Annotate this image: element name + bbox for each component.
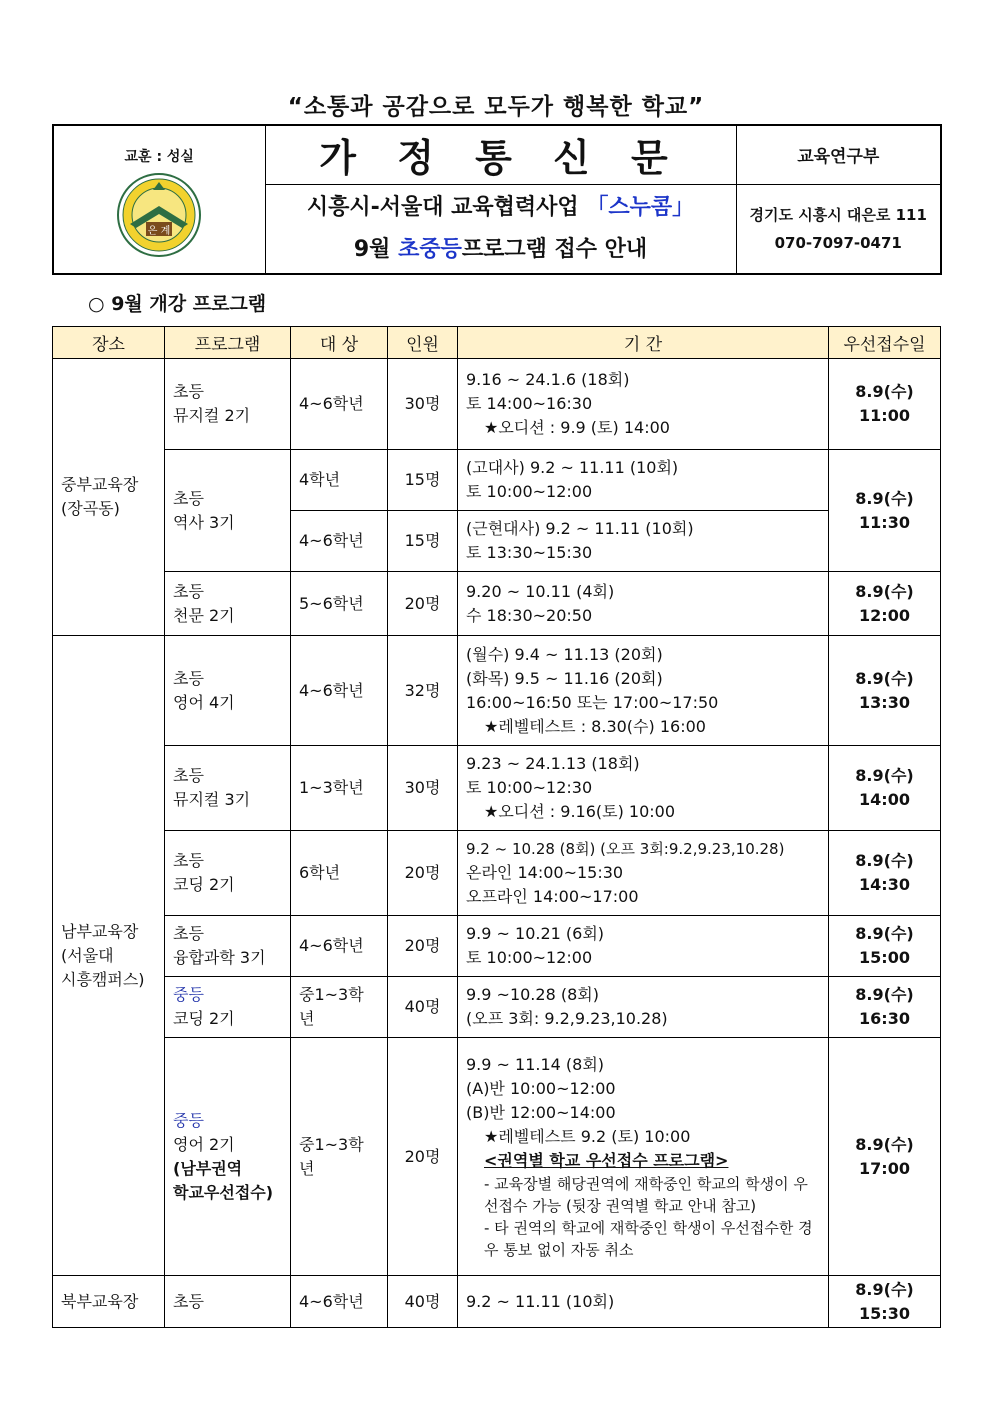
location-cell bbox=[53, 1276, 165, 1328]
column-header: 우선접수일 bbox=[829, 327, 941, 359]
program-note: (남부권역 bbox=[173, 1158, 243, 1178]
period-cell bbox=[458, 511, 829, 572]
priority-time: 11:00 bbox=[859, 406, 910, 425]
count-cell: 30명 bbox=[388, 359, 458, 450]
period-cell bbox=[458, 636, 829, 746]
priority-time: 11:30 bbox=[859, 512, 910, 532]
priority-time: 12:00 bbox=[859, 605, 910, 625]
subtitle-cell bbox=[265, 184, 736, 274]
period-cell bbox=[458, 1038, 829, 1276]
program-name: 영어 2기 bbox=[173, 1134, 235, 1154]
priority-date: 8.9(수) bbox=[855, 1134, 914, 1154]
subtitle-line-2 bbox=[266, 229, 736, 271]
location-area: (서울대 bbox=[61, 945, 114, 965]
program-cell bbox=[165, 746, 291, 831]
period-cell bbox=[458, 746, 829, 831]
column-header: 장소 bbox=[53, 327, 165, 359]
subtitle-line-1 bbox=[266, 187, 736, 229]
priority-date: 8.9(수) bbox=[855, 668, 914, 688]
program-name: 뮤지컬 3기 bbox=[173, 790, 251, 809]
section-title: ○ 9월 개강 프로그램 bbox=[88, 293, 267, 315]
program-cell bbox=[165, 450, 291, 572]
priority-time: 15:30 bbox=[859, 1303, 910, 1323]
emblem-cell bbox=[53, 125, 265, 274]
notice-title: <권역별 학교 우선접수 프로그램> bbox=[484, 1150, 729, 1170]
school-address: 경기도 시흥시 대은로 111 bbox=[749, 205, 927, 224]
subtitle-line-2-text: 프로그램 접수 안내 bbox=[461, 236, 648, 262]
program-cell bbox=[165, 977, 291, 1038]
program-cell bbox=[165, 572, 291, 636]
table-row bbox=[53, 977, 941, 1038]
program-note: 학교우선접수) bbox=[173, 1182, 274, 1202]
audition-line: ★오디션 : 9.16(토) 10:00 bbox=[484, 802, 676, 821]
program-cell bbox=[165, 831, 291, 916]
period-line: 9.23 ~ 24.1.13 (18회) bbox=[466, 754, 640, 773]
period-line: (고대사) 9.2 ~ 11.11 (10회) bbox=[466, 458, 679, 477]
priority-date-cell bbox=[829, 572, 941, 636]
period-line: 9.9 ~10.28 (8회) bbox=[466, 985, 599, 1004]
period-cell bbox=[458, 359, 829, 450]
priority-date-cell bbox=[829, 831, 941, 916]
target-cell: 4~6학년 bbox=[291, 1276, 388, 1328]
department-label: 교육연구부 bbox=[797, 147, 880, 168]
period-cell bbox=[458, 831, 829, 916]
period-cell: 9.2 ~ 11.11 (10회) bbox=[458, 1276, 829, 1328]
target-cell: 중1~3학년 bbox=[291, 977, 388, 1038]
target-cell: 4~6학년 bbox=[291, 359, 388, 450]
program-level: 초등 bbox=[173, 924, 204, 943]
period-line: 9.9 ~ 10.21 (6회) bbox=[466, 924, 605, 943]
priority-date-cell bbox=[829, 359, 941, 450]
program-cell bbox=[165, 359, 291, 450]
count-cell: 40명 bbox=[388, 1276, 458, 1328]
location-area: (장곡동) bbox=[61, 499, 120, 518]
count-cell: 30명 bbox=[388, 746, 458, 831]
program-level: 초등 bbox=[173, 581, 204, 601]
column-header: 인원 bbox=[388, 327, 458, 359]
location-cell bbox=[53, 359, 165, 636]
target-cell: 5~6학년 bbox=[291, 572, 388, 636]
program-level: 중등 bbox=[173, 985, 204, 1004]
priority-date-cell bbox=[829, 916, 941, 977]
priority-date: 8.9(수) bbox=[855, 1279, 914, 1299]
table-header-row bbox=[53, 327, 941, 359]
program-name: 코딩 2기 bbox=[173, 1009, 235, 1028]
audition-line: ★오디션 : 9.9 (토) 14:00 bbox=[484, 418, 670, 437]
period-line: 토 10:00~12:30 bbox=[466, 778, 593, 797]
table-row bbox=[53, 1276, 941, 1328]
subtitle-month: 9월 bbox=[353, 236, 391, 262]
period-line: (B)반 12:00~14:00 bbox=[466, 1102, 616, 1122]
priority-date: 8.9(수) bbox=[855, 382, 914, 401]
period-line: 16:00~16:50 또는 17:00~17:50 bbox=[466, 692, 719, 712]
period-line: (A)반 10:00~12:00 bbox=[466, 1078, 616, 1098]
letter-header bbox=[52, 124, 942, 275]
table-row bbox=[53, 746, 941, 831]
table-row bbox=[53, 359, 941, 450]
period-line: 9.9 ~ 11.14 (8회) bbox=[466, 1054, 605, 1074]
contact-cell bbox=[736, 184, 941, 274]
program-level: 초등 bbox=[173, 382, 204, 401]
program-table bbox=[52, 326, 941, 1328]
period-line: 토 10:00~12:00 bbox=[466, 948, 593, 967]
period-cell bbox=[458, 450, 829, 511]
period-line: 9.20 ~ 10.11 (4회) bbox=[466, 581, 615, 601]
table-row bbox=[53, 636, 941, 746]
program-level: 초등 bbox=[173, 488, 204, 508]
count-cell: 20명 bbox=[388, 831, 458, 916]
emblem-text: 은 계 bbox=[148, 225, 171, 237]
program-name: 영어 4기 bbox=[173, 692, 235, 712]
period-line: 수 18:30~20:50 bbox=[466, 605, 593, 625]
target-cell: 중1~3학년 bbox=[291, 1038, 388, 1276]
priority-date: 8.9(수) bbox=[855, 581, 914, 601]
priority-time: 13:30 bbox=[859, 692, 910, 712]
count-cell: 20명 bbox=[388, 916, 458, 977]
table-row bbox=[53, 1038, 941, 1276]
priority-date-cell bbox=[829, 746, 941, 831]
school-phone: 070-7097-0471 bbox=[774, 233, 902, 252]
period-line: (화목) 9.5 ~ 11.16 (20회) bbox=[466, 668, 663, 688]
period-line: 토 10:00~12:00 bbox=[466, 482, 593, 501]
notice-item: - 교육장별 해당권역에 재학중인 학교의 학생이 우선접수 가능 (뒷장 권역별 학교 안내 참고) bbox=[484, 1174, 808, 1215]
priority-time: 14:00 bbox=[859, 790, 910, 809]
program-name: 천문 2기 bbox=[173, 605, 235, 625]
level-test-line: ★레벨테스트 : 8.30(수) 16:00 bbox=[484, 716, 706, 736]
target-cell: 4학년 bbox=[291, 450, 388, 511]
target-cell: 1~3학년 bbox=[291, 746, 388, 831]
program-cell bbox=[165, 636, 291, 746]
target-cell: 4~6학년 bbox=[291, 511, 388, 572]
period-line: 오프라인 14:00~17:00 bbox=[466, 887, 639, 906]
priority-time: 17:00 bbox=[859, 1158, 910, 1178]
priority-date-cell bbox=[829, 1038, 941, 1276]
count-cell: 15명 bbox=[388, 511, 458, 572]
column-header: 프로그램 bbox=[165, 327, 291, 359]
period-cell bbox=[458, 572, 829, 636]
table-row bbox=[53, 916, 941, 977]
department-cell bbox=[736, 125, 941, 184]
program-level: 중등 bbox=[173, 1110, 204, 1130]
count-cell: 20명 bbox=[388, 1038, 458, 1276]
page-title: 가 정 통 신 문 bbox=[319, 136, 682, 181]
count-cell: 20명 bbox=[388, 572, 458, 636]
priority-time: 15:00 bbox=[859, 948, 910, 967]
program-name: 융합과학 3기 bbox=[173, 948, 266, 967]
period-line: (근현대사) 9.2 ~ 11.11 (10회) bbox=[466, 519, 694, 538]
location-cell bbox=[53, 636, 165, 1276]
period-line: (오프 3회: 9.2,9.23,10.28) bbox=[466, 1009, 668, 1028]
table-row bbox=[53, 831, 941, 916]
school-emblem-icon bbox=[116, 172, 202, 258]
period-line: 토 14:00~16:30 bbox=[466, 394, 593, 413]
title-cell bbox=[265, 125, 736, 184]
priority-date: 8.9(수) bbox=[855, 924, 914, 943]
period-line: 토 13:30~15:30 bbox=[466, 543, 593, 562]
period-line: 온라인 14:00~15:30 bbox=[466, 863, 624, 882]
program-level: 초등 bbox=[173, 668, 204, 688]
priority-date: 8.9(수) bbox=[855, 488, 914, 508]
program-level: 초등 bbox=[173, 766, 204, 785]
subtitle-level: 초중등 bbox=[398, 236, 462, 262]
table-row bbox=[53, 450, 941, 511]
program-name: 뮤지컬 2기 bbox=[173, 406, 251, 425]
program-cell bbox=[165, 1038, 291, 1276]
program-cell bbox=[165, 916, 291, 977]
program-cell: 초등 bbox=[165, 1276, 291, 1328]
priority-time: 14:30 bbox=[859, 875, 910, 894]
location-area: 시흥캠퍼스) bbox=[61, 969, 145, 989]
priority-date: 8.9(수) bbox=[855, 851, 914, 870]
period-cell bbox=[458, 977, 829, 1038]
priority-date: 8.9(수) bbox=[855, 985, 914, 1004]
priority-time: 16:30 bbox=[859, 1009, 910, 1028]
column-header: 기 간 bbox=[458, 327, 829, 359]
period-line: 9.2 ~ 10.28 (8회) (오프 3회:9.2,9.23,10.28) bbox=[466, 840, 785, 858]
motto-label: 교훈 : 성실 bbox=[124, 148, 194, 165]
count-cell: 32명 bbox=[388, 636, 458, 746]
priority-date: 8.9(수) bbox=[855, 766, 914, 785]
column-header: 대 상 bbox=[291, 327, 388, 359]
location-name: 남부교육장 bbox=[61, 921, 139, 941]
subtitle-line-1-text: 시흥시-서울대 교육협력사업 bbox=[306, 194, 579, 220]
priority-date-cell bbox=[829, 977, 941, 1038]
period-cell bbox=[458, 916, 829, 977]
target-cell: 4~6학년 bbox=[291, 916, 388, 977]
program-name: 역사 3기 bbox=[173, 512, 235, 532]
level-test-line: ★레벨테스트 9.2 (토) 10:00 bbox=[484, 1126, 691, 1146]
notice-item: - 타 권역의 학교에 재학중인 학생이 우선접수한 경우 통보 없이 자동 취소 bbox=[484, 1218, 813, 1259]
priority-date-cell bbox=[829, 450, 941, 572]
school-motto-banner: “소통과 공감으로 모두가 행복한 학교” bbox=[287, 94, 705, 120]
priority-date-cell bbox=[829, 1276, 941, 1328]
program-level: 초등 bbox=[173, 851, 204, 870]
program-name: 코딩 2기 bbox=[173, 875, 235, 894]
table-row bbox=[53, 572, 941, 636]
priority-date-cell bbox=[829, 636, 941, 746]
target-cell: 6학년 bbox=[291, 831, 388, 916]
period-line: 9.16 ~ 24.1.6 (18회) bbox=[466, 370, 630, 389]
program-brand: 「스누콤」 bbox=[586, 194, 695, 220]
location-name: 중부교육장 bbox=[61, 475, 139, 494]
count-cell: 15명 bbox=[388, 450, 458, 511]
location-name: 북부교육장 bbox=[61, 1291, 139, 1311]
period-line: (월수) 9.4 ~ 11.13 (20회) bbox=[466, 644, 663, 664]
target-cell: 4~6학년 bbox=[291, 636, 388, 746]
count-cell: 40명 bbox=[388, 977, 458, 1038]
